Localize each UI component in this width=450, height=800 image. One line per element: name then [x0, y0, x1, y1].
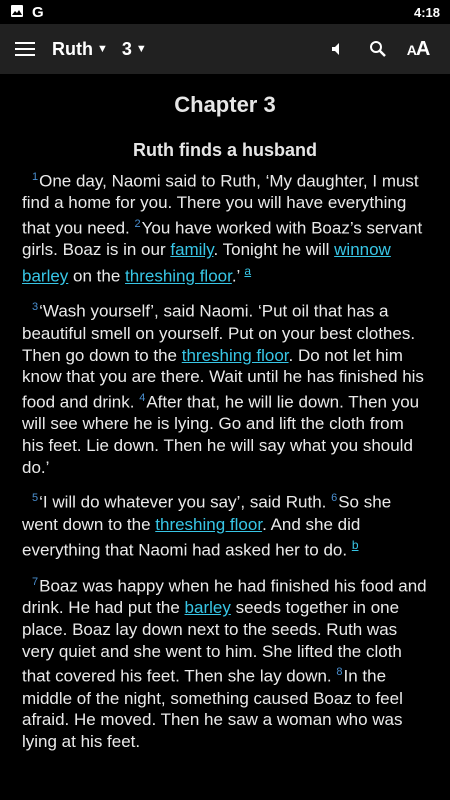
glossary-link-barley[interactable]: barley	[22, 266, 69, 286]
section-title: Ruth finds a husband	[133, 140, 317, 160]
glossary-link-barley[interactable]: barley	[184, 598, 231, 618]
glossary-link-family[interactable]: family	[170, 240, 214, 260]
verse-number[interactable]: 8	[336, 666, 343, 679]
text-size-button[interactable]	[398, 29, 438, 69]
verse-number[interactable]: 6	[331, 492, 338, 505]
verse-number[interactable]: 5	[32, 492, 39, 505]
menu-icon[interactable]	[12, 36, 38, 62]
image-notification-icon	[10, 4, 24, 21]
text-size-icon: AA	[406, 37, 430, 60]
footnote-link-b[interactable]: b	[351, 538, 359, 553]
status-bar	[0, 0, 450, 24]
chapter-selector[interactable]	[122, 39, 147, 60]
book-label: Ruth	[52, 38, 93, 59]
chapter-label: 3	[121, 38, 132, 59]
verse-number[interactable]: 2	[134, 218, 141, 231]
book-selector[interactable]	[52, 39, 108, 60]
verse-number[interactable]: 7	[32, 575, 39, 588]
verse-number[interactable]: 3	[32, 301, 39, 314]
footnote-link-a[interactable]: a	[244, 264, 252, 279]
glossary-link-threshing-floor[interactable]: threshing floor	[155, 514, 263, 534]
paragraph: $^1$One day, Naomi said to Ruth, ‘My daughter, I must find a home for you. There you will have everything that you need. $^2$You have worked with Boaz’s servant girls. Boaz is in our family. Tonight he will winnow barley on the threshing floor.’ $^a$	[22, 171, 423, 286]
paragraph: $^7$Boaz was happy when he had finished his food and drink. He had put the barley seeds together in one place. Boaz lay down next to the seeds. Ruth was very quiet and she went to him. She lifted the cloth that covered his feet. Then she lay down. $^8$In the middle of the night, something caused Boaz to feel afraid. He moved. Then he saw a woman who was lying at his feet.	[22, 575, 427, 752]
status-time: 4:18	[413, 4, 440, 20]
app-bar	[0, 24, 450, 74]
chevron-down-icon: ▼	[96, 43, 108, 55]
glossary-link-threshing-floor[interactable]: threshing floor	[181, 345, 289, 365]
google-notification-icon: G	[32, 3, 44, 21]
paragraph: $^3$‘Wash yourself’, said Naomi. ‘Put oil that has a beautiful smell on yourself. Put on your best clothes. Then go down to the threshing floor. Do not let him know that you are there. Wait until he has finished his food and drink. $^4$After that, he will lie down. Then you will see where he is lying. Go and lift the cloth from his feet. Lie down. Then he will say what you should do.’	[22, 301, 424, 477]
speaker-icon	[330, 41, 346, 57]
chapter-title: Chapter 3	[174, 92, 276, 117]
verse-number[interactable]: 1	[32, 171, 39, 183]
audio-button[interactable]	[318, 29, 358, 69]
search-button[interactable]	[358, 29, 398, 69]
glossary-link-threshing-floor[interactable]: threshing floor	[125, 266, 232, 286]
paragraph: $^5$‘I will do whatever you say’, said Ruth. $^6$So she went down to the threshing floor. And she did everything that Naomi had asked her to do. $^b$	[22, 492, 392, 561]
chevron-down-icon: ▼	[135, 43, 147, 55]
chapter-content	[0, 74, 450, 800]
search-icon	[369, 40, 387, 58]
glossary-link-winnow[interactable]: winnow	[334, 240, 391, 260]
verse-number[interactable]: 4	[139, 391, 146, 404]
